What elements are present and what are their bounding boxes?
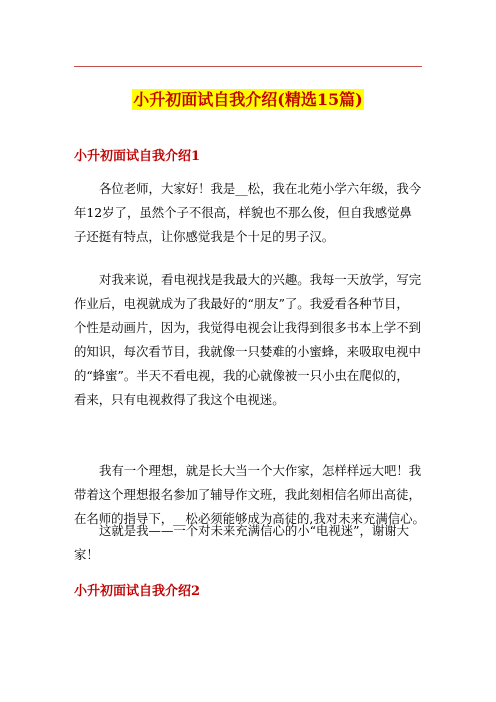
paragraph-line: 在名师的指导下，__松必须能够成为高徒的,我对未来充满信心。 (74, 511, 425, 526)
paragraph-line: 对我来说，看电视找是我最大的兴趣。我每一天放学，写完 (99, 272, 422, 287)
document-title (0, 88, 496, 112)
paragraph-line: 作业后，电视就成为了我最好的“朋友”了。我爱看各种节目， (74, 296, 409, 311)
paragraph-line: 的知识，每次看节目，我就像一只婪难的小蜜蜂，来吸取电视中 (74, 344, 421, 359)
paragraph-line: 看来，只有电视救得了我这个电视迷。 (74, 392, 285, 407)
paragraph-4 (74, 519, 422, 567)
paragraph-line: 这就是我——一个对未来充满信心的小“电视迷”，谢谢大 (99, 523, 410, 538)
paragraph-line: 各位老师，大家好！我是__松，我在北苑小学六年级，我今 (99, 181, 422, 196)
document-title-text: 小升初面试自我介绍(精选15篇) (133, 90, 363, 109)
header-rule (74, 66, 422, 67)
paragraph-line: 的“蜂蜜”。半天不看电视，我的心就像被一只小虫在爬似的， (74, 368, 409, 383)
paragraph-2 (74, 268, 422, 412)
paragraph-line: 带着这个理想报名参加了辅导作文班，我此刻相信名师出高徒， (74, 487, 421, 502)
paragraph-line: 家！ (74, 547, 99, 562)
paragraph-line: 个性是动画片，因为，我觉得电视会让我得到很多书本上学不到 (74, 320, 421, 335)
section-heading-2: 小升初面试自我介绍2 (74, 584, 201, 599)
paragraph-line: 年12岁了，虽然个子不很高，样貌也不那么俊，但自我感觉鼻 (74, 205, 412, 220)
paragraph-1 (74, 177, 422, 249)
paragraph-line: 子还挺有特点，让你感觉我是个十足的男子汉。 (74, 229, 335, 244)
section-heading-1: 小升初面试自我介绍1 (74, 149, 201, 164)
paragraph-line: 我有一个理想，就是长大当一个大作家，怎样样远大吧！我 (99, 463, 422, 478)
